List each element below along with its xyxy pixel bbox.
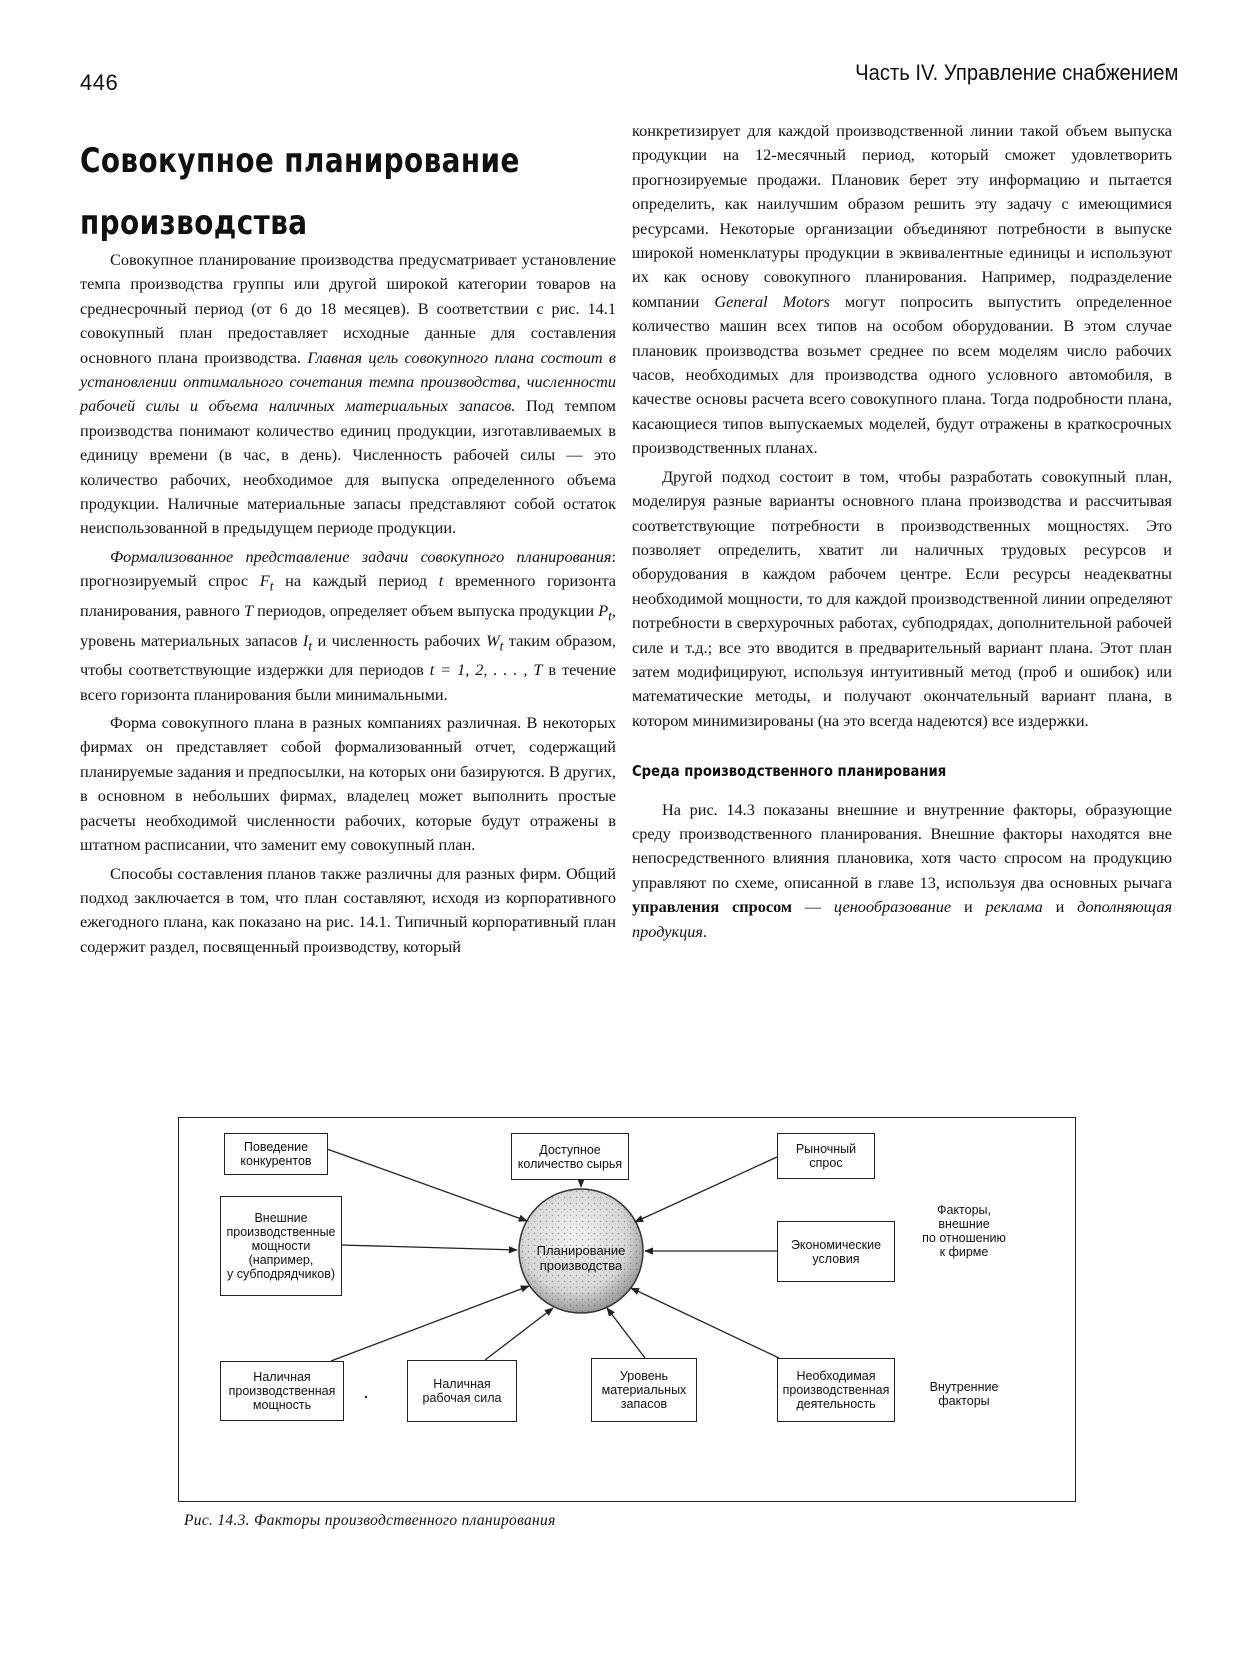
text-run: : прогнозируемый спрос [80, 546, 616, 591]
arrow-external-capacity [341, 1245, 517, 1250]
text-run: . [702, 921, 707, 941]
text-run: , уровень материальных запасов [80, 600, 616, 650]
box-economic-conditions: Экономические условия [777, 1221, 895, 1282]
subsection-heading: Среда производственного планирования [632, 762, 947, 781]
text-run: в течение всего горизонта планирования были минимальными. [80, 660, 616, 704]
emphasis-text: Формализованное представление задачи совокупного планирования [110, 546, 612, 566]
math-var: t [438, 571, 444, 591]
company-name: General Motors [714, 291, 830, 311]
text-run: конкретизирует для каждой производственной линии такой объем выпуска продукции на 12-месячный период, который сможет удовлетворить прогнозируемые продажи. Плановик берет эту информацию и пытается определить, как наилучшим образом решить эту задачу с имеющимися ресурсами. Некоторые организации объединяют потребности в выпуске широкой номенклатуры продукции в эквивалентные единицы и используют их как основу совокупного планирования. Например, подразделение компании [632, 121, 1172, 311]
arrow-required-activity [631, 1288, 779, 1358]
emphasis-text: Главная цель совокупного плана состоит в установлении оптимального сочетания темпа производства, численности рабочей силы и объема наличных материальных запасов. [80, 347, 616, 416]
paragraph [632, 119, 1172, 461]
math-var: P [598, 600, 609, 620]
text-run: таким образом, чтобы соответствующие издержки для периодов [80, 630, 616, 680]
paragraph: Другой подход состоит в том, чтобы разработать совокупный план, моделируя разные варианты основного плана производства и рассчитывая соответствующие потребности в производственных мощностях. Это позволяет определить, хватит ли наличных трудовых ресурсов и оборудования в каждом рабочем центре. Если ресурсы неадекватны необходимой мощности, то для каждой производственной линии определяют потребности в сверхурочных работах, субподрядах, дополнительной рабочей силе и т.д.; все это вводится в предварительный вариант плана. Этот план затем модифицируют, используя интуитивный метод (проб и ошибок) или математические методы, и получают окончательный вариант плана, в котором минимизированы (на это всегда надеются) все издержки. [632, 466, 1172, 730]
box-workforce: Наличная рабочая сила [407, 1360, 517, 1422]
bold-term: управления спросом [632, 897, 792, 917]
figure-caption: Рис. 14.3. Факторы производственного планирования [184, 1512, 556, 1529]
left-column [80, 248, 616, 959]
right-column [632, 119, 1172, 944]
figure-planning-factors [178, 1117, 1076, 1502]
arrow-workforce [485, 1308, 553, 1360]
math-var: W [486, 630, 500, 650]
emphasis-text: реклама [985, 897, 1043, 917]
text-run: и [951, 897, 986, 917]
text-run: Под темпом производства понимают количество единиц продукции, изготавливаемых в единицу времени (в час, в день). Численность рабочей силы — это количество рабочих, необходимое для выпуска определенного объема продукции. Наличные материальные запасы представляют собой остаток неиспользованной в предыдущем периоде продукции. [80, 396, 616, 538]
internal-factors-label: Внутренние факторы [929, 1380, 999, 1408]
math-subscript: t [269, 578, 274, 594]
text-run: — [792, 897, 834, 917]
paragraph [80, 248, 616, 541]
emphasis-text: дополняющая продукция [632, 897, 1173, 941]
text-run: На рис. 14.3 показаны внешние и внутренние факторы, образующие среду производственного планирования. Внешние факторы находятся вне непосредственного влияния плановика, хотя часто спросом на продукцию управляют по схеме, описанной в главе 13, используя два основных рычага [632, 799, 1172, 892]
math-range: t = 1, 2, . . . , T [429, 660, 543, 680]
paragraph [80, 545, 616, 707]
part-title: Часть IV. Управление снабжением [854, 60, 1178, 85]
math-var: F [259, 571, 270, 591]
paragraph: Форма совокупного плана в разных компаниях различная. В некоторых фирмах он представляет собой формализованный отчет, содержащий планируемые задания и предпосылки, на которых они базируются. В других, в основном в небольших фирмах, владелец может выполнить простые расчеты необходимой численности рабочих, которые будут отражены в штатном расписании, что заменит ему совокупный план. [80, 713, 616, 855]
text-run: временного горизонта планирования, равного [80, 571, 617, 620]
text-run: могут попросить выпустить определенное количество машин всех типов на особом оборудовании. В этом случае плановик производства возьмет среднее по всем моделям число рабочих часов, необходимых для производства одного условного автомобиля, в качестве основы расчета всего совокупного плана. Тогда подробности плана, касающиеся типов выпускаемых моделей, будут отражены в краткосрочных производственных планах. [632, 291, 1172, 458]
box-market-demand: Рыночный спрос [777, 1133, 875, 1179]
box-inventory: Уровень материальных запасов [591, 1358, 697, 1422]
emphasis-text: ценообразование [833, 897, 952, 917]
page-number: 446 [80, 70, 119, 95]
box-competitors: Поведение конкурентов [224, 1133, 328, 1175]
section-title: Совокупное планирование производства [80, 141, 520, 243]
arrow-inventory [607, 1308, 645, 1358]
math-var: I [302, 630, 309, 650]
arrow-market-demand [635, 1157, 777, 1222]
math-subscript: t [308, 637, 313, 653]
box-raw-materials: Доступное количество сырья [511, 1133, 629, 1180]
box-required-activity: Необходимая производственная деятельность [777, 1358, 895, 1422]
text-run: и [1042, 897, 1078, 917]
text-run: Совокупное планирование производства предусматривает установление темпа производства группы или другой широкой категории товаров на среднесрочный период (от 6 до 18 месяцев). В соответствии с рис. 14.1 совокупный план предоставляет исходные данные для составления основного плана производства. [80, 250, 616, 367]
paragraph [632, 798, 1172, 944]
paragraph: Способы составления планов также различны для разных фирм. Общий подход заключается в том, что план составляют, исходя из корпоративного ежегодного плана, как показано на рис. 14.1. Типичный корпоративный план содержит раздел, посвященный производству, который [80, 863, 616, 956]
box-external-capacity: Внешние производственные мощности (например, у субподрядчиков) [220, 1196, 342, 1296]
arrow-competitors [327, 1149, 527, 1221]
text-run: на каждый период [273, 571, 439, 591]
center-label: Планирование производства [536, 1243, 626, 1273]
external-factors-label: Факторы, внешние по отношению к фирме [922, 1203, 1006, 1259]
stray-dot [365, 1396, 367, 1398]
math-subscript: t [608, 608, 612, 624]
math-subscript: t [499, 637, 504, 653]
text-run: и численность рабочих [312, 630, 487, 650]
text-run: периодов, определяет объем выпуска продукции [253, 600, 599, 620]
math-var: T [243, 600, 254, 620]
box-internal-capacity: Наличная производственная мощность [220, 1361, 344, 1421]
